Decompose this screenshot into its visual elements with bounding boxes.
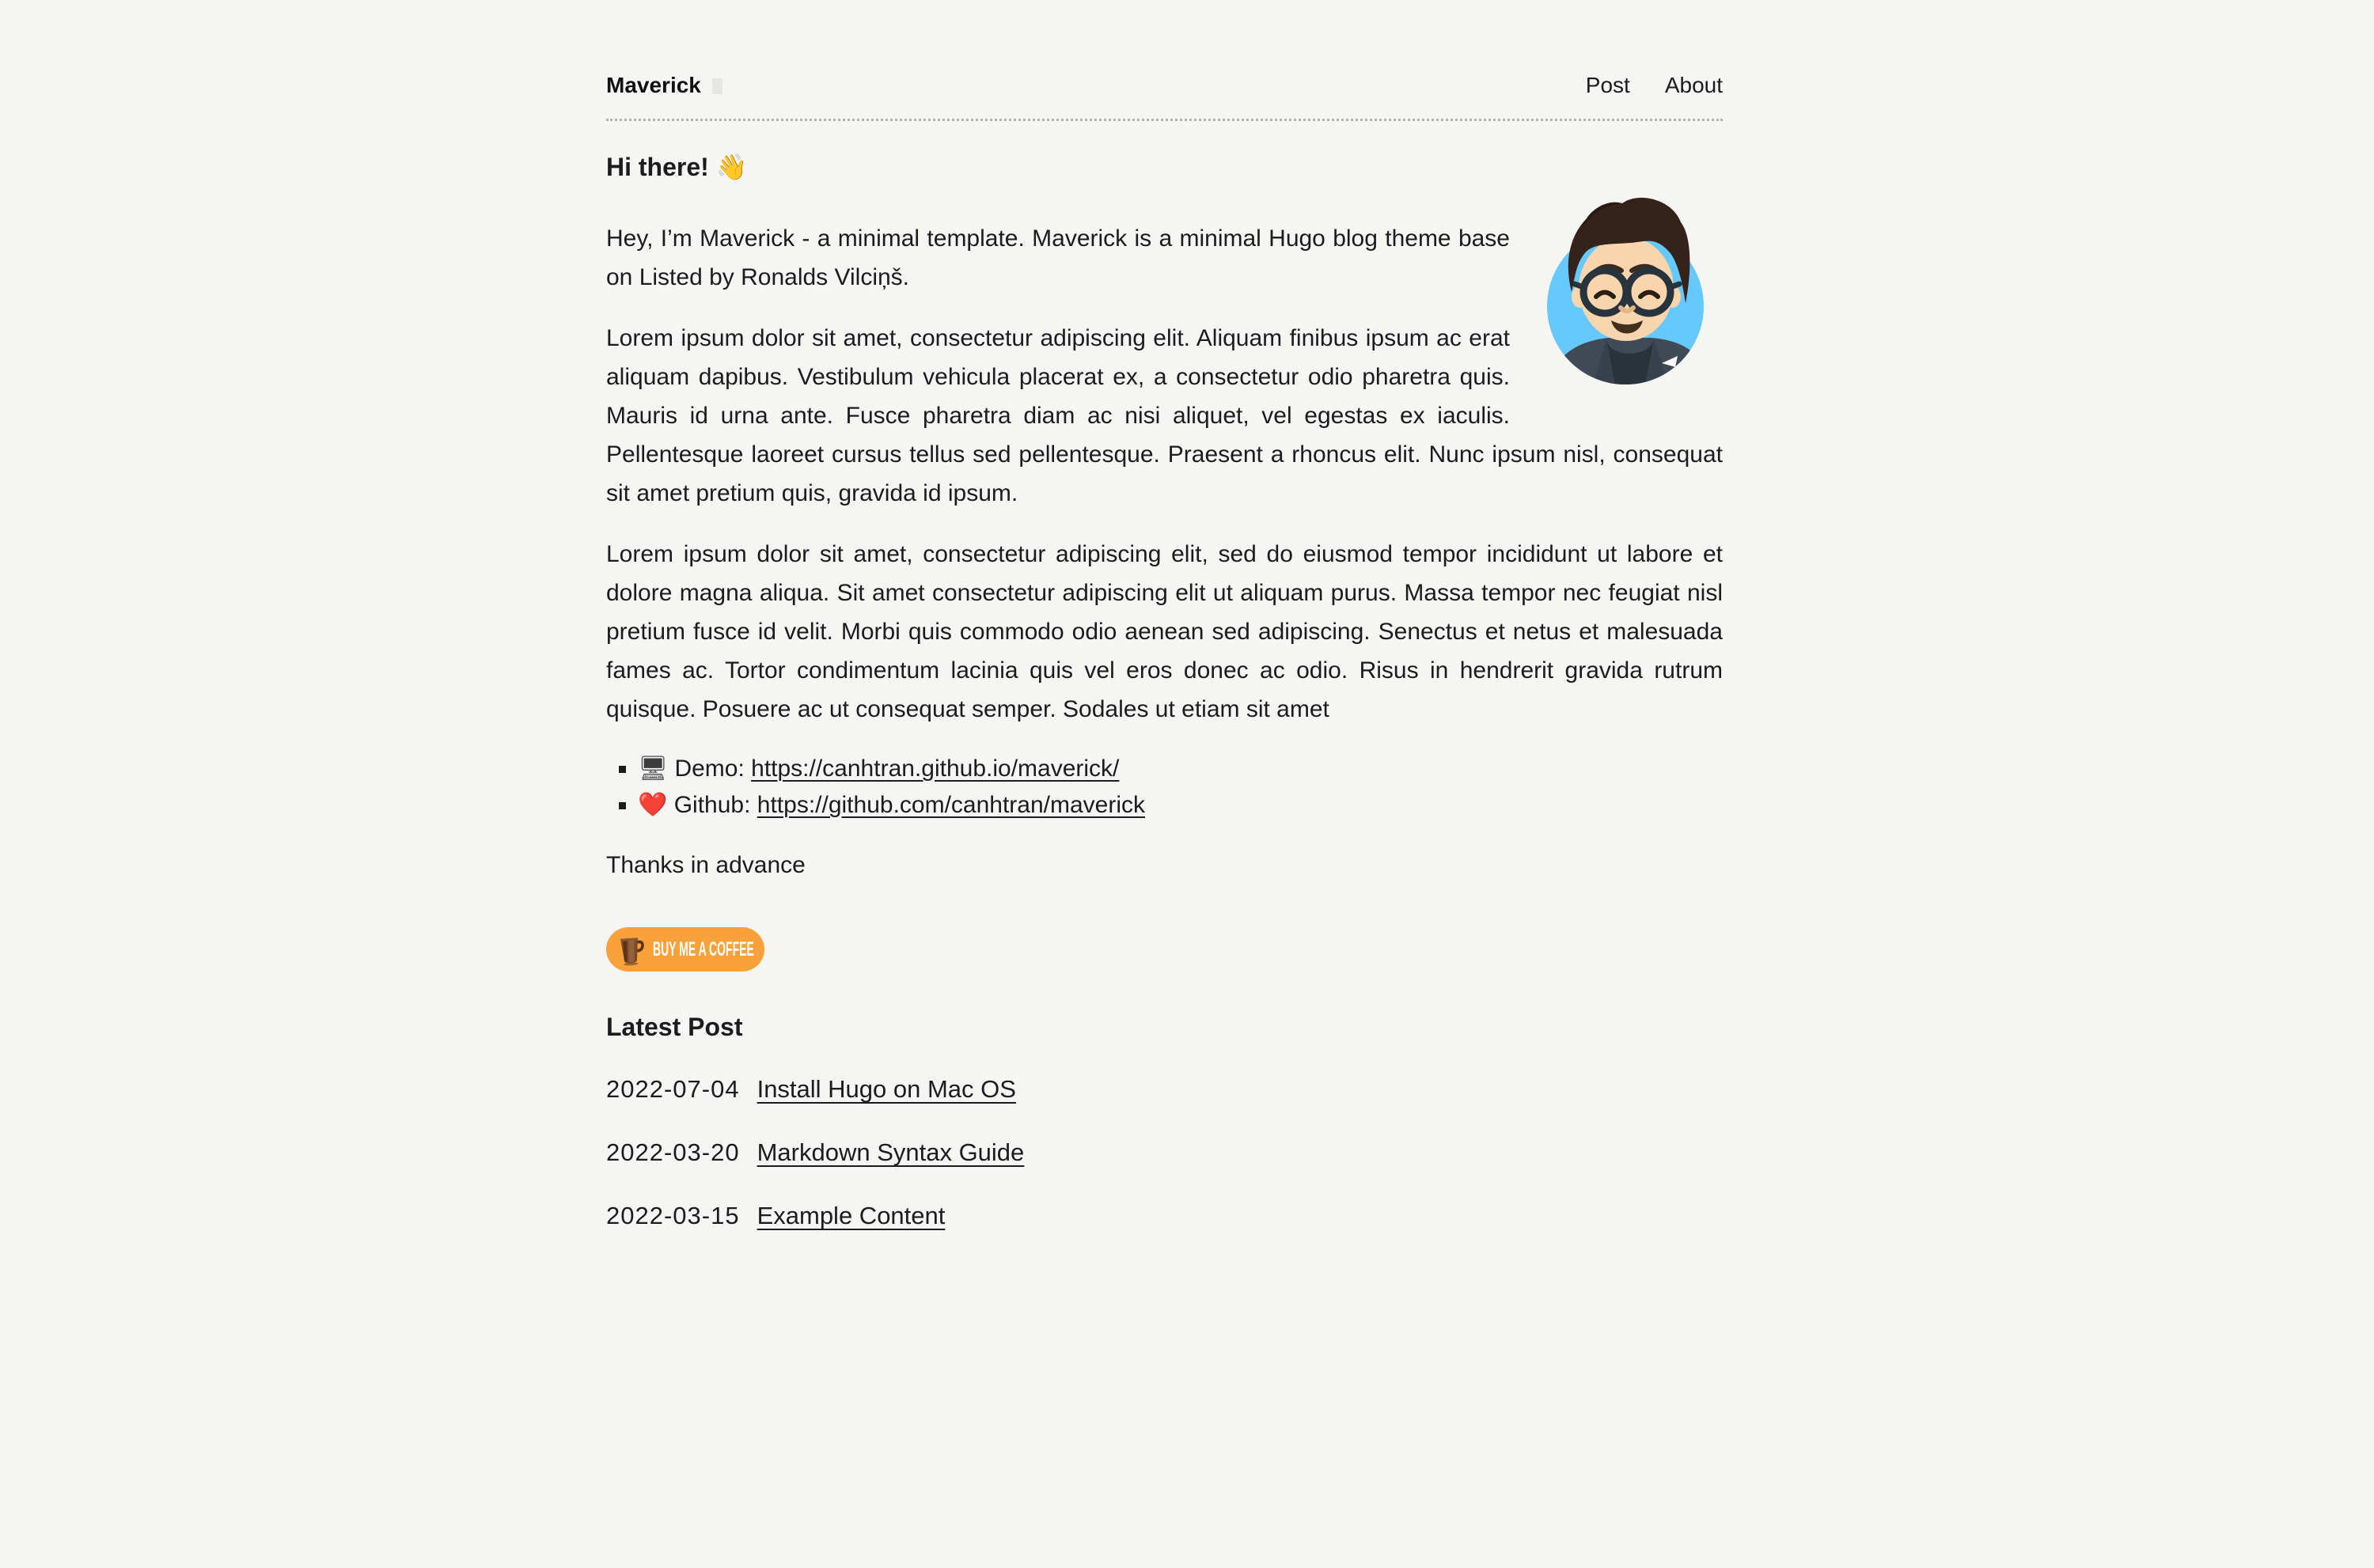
buy-me-a-coffee-label: BUY ME A COFFEE [653,937,754,960]
coffee-mug-icon [613,932,648,967]
github-link[interactable]: https://github.com/canhtran/maverick [757,792,1146,818]
post-date: 2022-03-15 [606,1202,740,1229]
site-logo-group [606,73,722,98]
site-logo-link[interactable]: Maverick [606,73,701,97]
latest-post-heading: Latest Post [606,1013,743,1041]
post-link-example-content[interactable]: Example Content [757,1202,946,1229]
demo-label: Demo: [674,756,745,782]
post-row [606,1073,1723,1106]
github-label: Github: [673,792,751,818]
post-link-install-hugo[interactable]: Install Hugo on Mac OS [757,1075,1016,1103]
avatar [1537,195,1723,389]
buy-me-a-coffee-button[interactable] [606,927,764,971]
post-date: 2022-07-04 [606,1075,740,1103]
project-links-list [606,751,1723,824]
thanks-text: Thanks in advance [606,852,806,878]
greeting-text: Hi there! [606,153,709,181]
avatar-image [1537,195,1723,389]
intro-paragraph [606,219,1723,297]
nav-item-about[interactable]: About [1664,73,1723,97]
demo-link[interactable]: https://canhtran.github.io/maverick/ [751,756,1120,782]
post-date: 2022-03-20 [606,1138,740,1166]
main-content [606,151,1723,1233]
wave-emoji-icon: 👋 [715,153,748,181]
intro-paragraph-text: Hey, I’m Maverick - a minimal template. Maverick is a minimal Hugo blog theme base on Listed by Ronalds Vilciņš. [606,225,1510,290]
page-container [606,0,1723,1233]
post-link-markdown-guide[interactable]: Markdown Syntax Guide [757,1138,1025,1166]
header-divider [606,119,1723,121]
header-nav [1586,73,1723,98]
demo-list-item [638,751,1723,787]
post-row [606,1199,1723,1233]
heart-emoji-icon: ❤️ [638,792,668,818]
lorem-paragraph-1: Lorem ipsum dolor sit amet, consectetur adipiscing elit. Aliquam finibus ipsum ac erat aliquam dapibus. Vestibulum vehicula placerat ex, a consectetur odio pharetra quis. Mauris id urna ante. Fusce pharetra diam ac nisi aliquet, vel egestas ex iaculis. Pellentesque laoreet cursus tellus sed pellentesque. Praesent a rhoncus elit. Nunc ipsum nisl, consequat sit amet pretium quis, gravida id ipsum. [606,325,1723,506]
greeting-heading [606,151,1723,183]
logo-cursor [712,78,722,94]
lorem-paragraph-2: Lorem ipsum dolor sit amet, consectetur adipiscing elit, sed do eiusmod tempor incididunt ut labore et dolore magna aliqua. Sit amet consectetur adipiscing elit ut aliquam purus. Massa tempor nec feugiat nisl pretium fusce id velit. Morbi quis commodo odio aenean sed adipiscing. Senectus et netus et malesuada fames ac. Tortor condimentum lacinia quis vel eros donec ac odio. Risus in hendrerit gravida rutrum quisque. Posuere ac ut consequat semper. Sodales ut etiam sit amet [606,541,1723,722]
post-row [606,1136,1723,1169]
site-header [606,0,1723,98]
github-list-item [638,787,1723,824]
monitor-emoji-icon: 🖥 [638,756,669,782]
nav-item-post[interactable]: Post [1585,73,1630,97]
